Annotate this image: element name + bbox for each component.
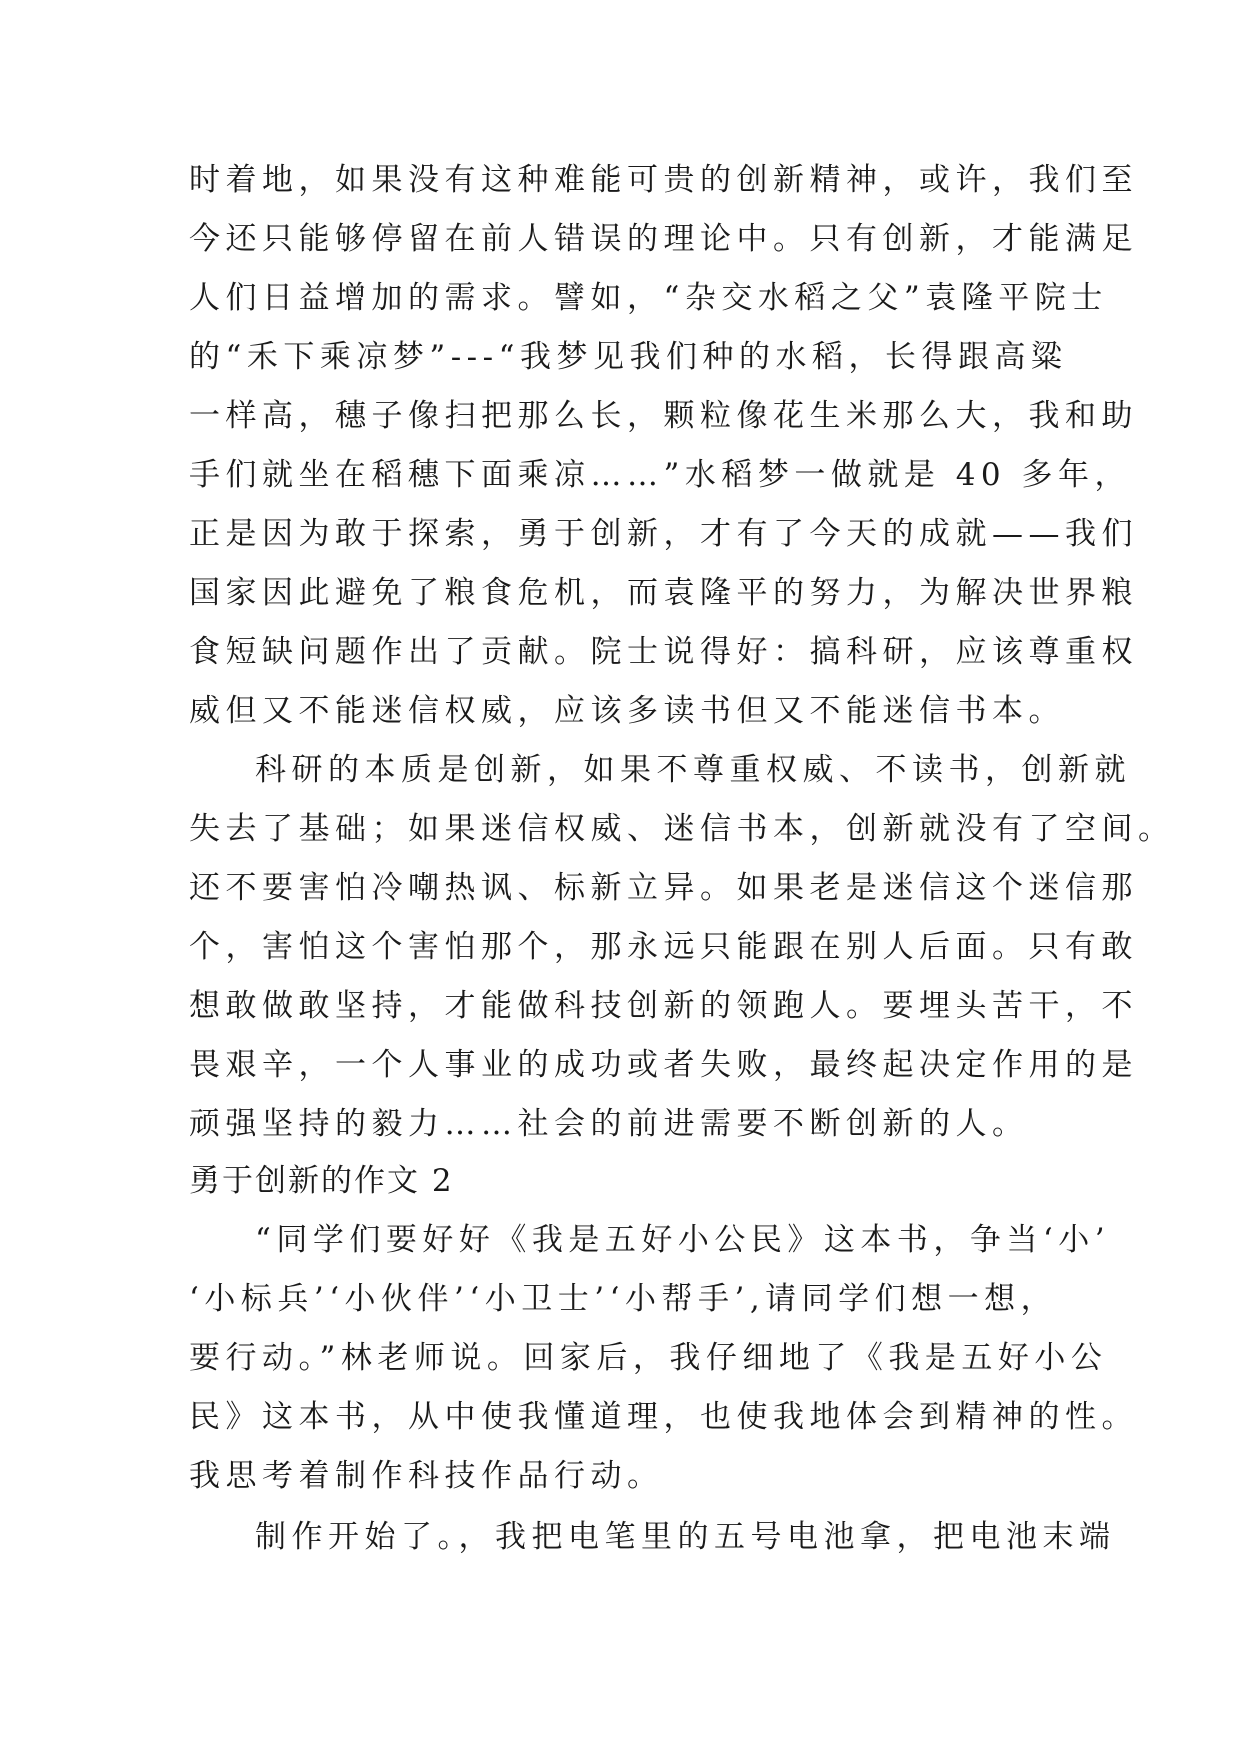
text-line: 失去了基础；如果迷信权威、迷信书本，创新就没有了空间。 bbox=[189, 811, 1175, 847]
text-line: 正是因为敢于探索，勇于创新，才有了今天的成就——我们 bbox=[189, 516, 1138, 552]
text-line: 今还只能够停留在前人错误的理论中。只有创新，才能满足 bbox=[189, 221, 1138, 257]
text-line: 人们日益增加的需求。譬如，“杂交水稻之父”袁隆平院士 bbox=[189, 280, 1108, 316]
text-line: 一样高，穗子像扫把那么长，颗粒像花生米那么大，我和助 bbox=[189, 398, 1138, 434]
text-line: ‘小标兵’‘小伙伴’‘小卫士’‘小帮手’,请同学们想一想， bbox=[189, 1281, 1058, 1317]
text-line: 顽强坚持的毅力……社会的前进需要不断创新的人。 bbox=[189, 1106, 1029, 1142]
paragraph-first-line: 制作开始了。，我把电笔里的五号电池拿，把电池末端 bbox=[255, 1519, 1116, 1555]
paragraph-first-line: “同学们要好好《我是五好小公民》这本书，争当‘小’ bbox=[255, 1222, 1111, 1258]
text-line: 的“禾下乘凉梦”---“我梦见我们种的水稻，长得跟高粱 bbox=[189, 339, 1068, 375]
text-line: 时着地，如果没有这种难能可贵的创新精神，或许，我们至 bbox=[189, 162, 1138, 198]
section-heading: 勇于创新的作文 2 bbox=[189, 1163, 454, 1199]
text-line: 我思考着制作科技作品行动。 bbox=[189, 1458, 664, 1494]
text-line: 想敢做敢坚持，才能做科技创新的领跑人。要埋头苦干，不 bbox=[189, 988, 1138, 1024]
text-line: 民》这本书，从中使我懂道理，也使我地体会到精神的性。 bbox=[189, 1399, 1138, 1435]
text-line: 个，害怕这个害怕那个，那永远只能跟在别人后面。只有敢 bbox=[189, 929, 1138, 965]
text-line: 威但又不能迷信权威，应该多读书但又不能迷信书本。 bbox=[189, 693, 1065, 729]
text-line: 要行动。”林老师说。回家后，我仔细地了《我是五好小公 bbox=[189, 1340, 1108, 1376]
text-line: 国家因此避免了粮食危机，而袁隆平的努力，为解决世界粮 bbox=[189, 575, 1138, 611]
text-line: 食短缺问题作出了贡献。院士说得好：搞科研，应该尊重权 bbox=[189, 634, 1138, 670]
text-line: 还不要害怕冷嘲热讽、标新立异。如果老是迷信这个迷信那 bbox=[189, 870, 1138, 906]
text-line: 手们就坐在稻穗下面乘凉……”水稻梦一做就是 40 多年， bbox=[189, 457, 1132, 493]
paragraph-first-line: 科研的本质是创新，如果不尊重权威、不读书，创新就 bbox=[255, 752, 1131, 788]
text-line: 畏艰辛，一个人事业的成功或者失败，最终起决定作用的是 bbox=[189, 1047, 1138, 1083]
